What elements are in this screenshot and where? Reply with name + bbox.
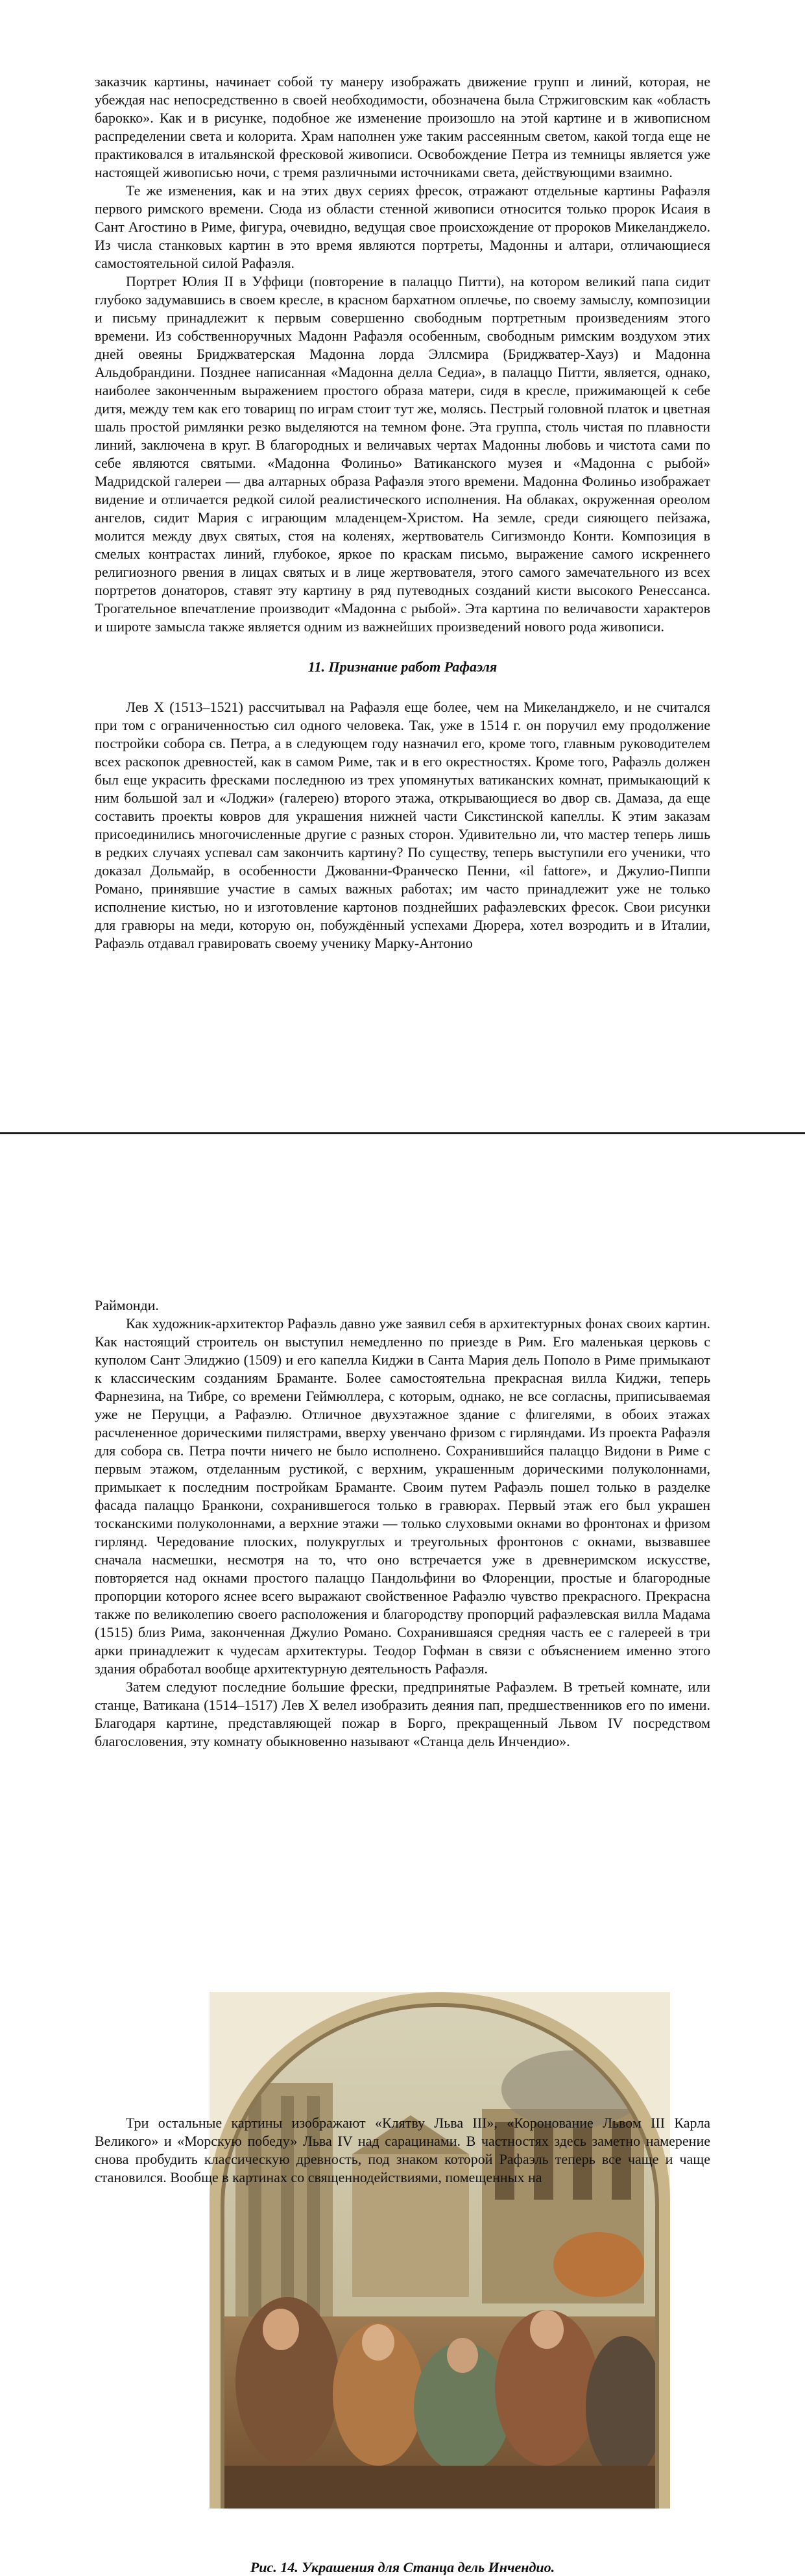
page-2: [0, 1132, 805, 2575]
paragraph: Затем следуют последние большие фрески, предпринятые Рафаэлем. В третьей комнате, или станце, Ватикана (1514–1517) Лев X велел изобразить деяния пап, предшественников его по имени. Благодаря картине, представляющей пожар в Борго, прекращенный Львом IV посредством благословения, эту комнату обыкновенно называют «Станца дель Инчендио».: [95, 1679, 710, 1749]
paragraph: Три остальные картины изображают «Клятву Льва III», «Коронование Львом III Карла Великого» и «Морскую победу» Льва IV над сарацинами. В частностях здесь заметно намерение снова пробудить классическую древность, под знаком которой Рафаэль теперь все чаще и чаще становился. Вообще в картинах со священнодействиями, помещенных на: [95, 2115, 710, 2185]
paragraph: Раймонди.: [95, 1297, 159, 1313]
page-2-text: [95, 1296, 710, 1751]
figure-caption: Рис. 14. Украшения для Станца дель Инчендио.: [250, 2559, 555, 2575]
page-2-closing-text: [95, 2114, 710, 2187]
fresco-illustration: [210, 1992, 670, 2509]
paragraph: Портрет Юлия II в Уффици (повторение в палаццо Питти), на котором великий папа сидит глубоко задумавшись в своем кресле, в красном бархатном оплечье, по своему замыслу, композиции и письму принадлежит к первым совершенно свободным портретным произведениям этого времени. Из собственноручных Мадонн Рафаэля особенным, свободным римским воздухом этих дней овеяны Бриджватерская Мадонна лорда Эллсмира (Бриджватер-Хауз) и Мадонна Альдобрандини. Позднее написанная «Мадонна делла Седиа», в палаццо Питти, является, однако, наиболее законченным выражением простого образа матери, сидя в кресле, прижимающей к себе дитя, между тем как его товарищ по играм стоит тут же, молясь. Пестрый головной платок и цветная шаль простой римлянки резко выделяются на темном фоне. Эта группа, столь чистая по плавности линий, заключена в круг. В благородных и величавых чертах Мадонны любовь и чистота сами по себе являются святыми. «Мадонна Фолиньо» Ватиканского музея и «Мадонна с рыбой» Мадридской галереи — два алтарных образа Рафаэля этого времени. Мадонна Фолиньо изображает видение и отличается редкой силой реалистического исполнения. На облаках, окруженная ореолом ангелов, сидит Мария с играющим младенцем-Христом. На земле, среди сияющего пейзажа, молится между двух святых, стоя на коленях, жертвователь Сигизмондо Конти. Композиция в смелых контрастах линий, глубокое, яркое по краскам письмо, выражение самого искреннего религиозного рвения в лицах святых и в лице жертвователя, этого самого замечательного из всех портретов донаторов, ставят эту картину в ряд путеводных созданий кисти высокого Ренессанса. Трогательное впечатление производит «Мадонна с рыбой». Эта картина по величавости характеров и широте замысла также является одним из важнейших произведений нового рода живописи.: [95, 273, 710, 635]
paragraph: Те же изменения, как и на этих двух сериях фресок, отражают отдельные картины Рафаэля первого римского времени. Сюда из области стенной живописи относится только пророк Исаия в Сант Агостино в Риме, фигура, очевидно, ведущая свое происхождение от пророков Микеланджело. Из числа станковых картин в это время являются портреты, Мадонны и алтари, отличающиеся самостоятельной силой Рафаэля.: [95, 182, 710, 271]
page-1-text: [95, 73, 710, 953]
paragraph: Лев X (1513–1521) рассчитывал на Рафаэля еще более, чем на Микеланджело, и не считался при том с ограниченностью сил одного человека. Так, уже в 1514 г. он поручил ему продолжение постройки собора св. Петра, а в следующем году назначил его, кроме того, главным руководителем всех раскопок древностей, как в самом Риме, так и в его окрестностях. Кроме того, Рафаэль должен был еще украсить фресками последнюю из трех упомянутых ватиканских комнат, примыкающий к ним большой зал и «Лоджи» (галерею) второго этажа, открывающиеся во двор св. Дамаза, да еще составить проекты ковров для украшения нижней части Сикстинской капеллы. К этим заказам присоединились многочисленные другие с разных сторон. Удивительно ли, что мастер теперь лишь в редких случаях успевал сам закончить картину? По существу, теперь выступили его ученики, что доказал Дольмайр, в особенности Джованни-Франческо Пенни, «il fattore», и Джулио-Пиппи Романо, принявшие участие в самых важных работах; им часто принадлежит уже не только исполнение кистью, но и изготовление картонов позднейших рафаэлевских фресок. Свои рисунки для гравюры на меди, которую он, побуждённый успехами Дюрера, хотел возродить и в Италии, Рафаэль отдавал гравировать своему ученику Марку-Антонио: [95, 699, 710, 951]
section-heading: 11. Признание работ Рафаэля: [307, 659, 498, 675]
fresco-image: [210, 1992, 670, 2509]
paragraph: Как художник-архитектор Рафаэль давно уже заявил себя в архитектурных фонах своих картин. Как настоящий строитель он выступил немедленно по приезде в Рим. Его маленькая церковь с куполом Сант Элиджио (1509) и его капелла Киджи в Санта Мария дель Пополо в Риме примыкают к классическим созданиям Браманте. Более самостоятельна прекрасная вилла Киджи, теперь Фарнезина, на Тибре, со времени Геймюллера, с которым, однако, не все согласны, приписываемая уже не Перуцци, а Рафаэлю. Отличное двухэтажное здание с флигелями, в обоих этажах расчлененное дорическими пилястрами, вверху увенчано фризом с гирляндами. Из проекта Рафаэля для собора св. Петра почти ничего не было исполнено. Сохранившийся палаццо Видони в Риме с первым этажом, отделанным рустикой, с верхним, украшенным дорическими полуколоннами, примыкает к последним постройкам Браманте. Своим путем Рафаэль пошел только в разделке фасада палаццо Бранкони, сохранившегося только в гравюрах. Первый этаж его был украшен тосканскими полуколоннами, а верхние этажи — только слуховыми окнами во фронтонах и фризом гирлянд. Чередование плоских, полукруглых и треугольных фронтонов с окнами, вызвавшее сначала насмешки, несмотря на то, что оно встречается уже в древнеримском искусстве, повторяется над окнами простого палаццо Пандольфини во Флоренции, простые и благородные пропорции которого яснее всего выражают свойственное Рафаэлю чувство прекрасного. Прекрасна также по великолепию своего расположения и благородству пропорций рафаэлевская вилла Мадама (1515) близ Рима, законченная Джулио Романо. Сохранившаяся средняя часть ее с галереей в три арки принадлежит к чудесам архитектуры. Теодор Гофман в связи с объяснением именно этого здания обработал вообще архитектурную деятельность Рафаэля.: [95, 1315, 710, 1677]
page-1: [0, 0, 805, 1132]
paragraph: заказчик картины, начинает собой ту манеру изображать движение групп и линий, которая, не убеждая нас непосредственно в своей необходимости, обозначена была Стржиговским как «область барокко». Как и в рисунке, подобное же изменение произошло на этой картине и в живописном распределении света и колорита. Храм наполнен уже таким рассеянным светом, какой тогда еще не практиковался в итальянской фресковой живописи. Освобождение Петра из темницы является уже настоящей живописью ночи, с тремя различными источниками света, действующими взаимно.: [95, 73, 710, 180]
